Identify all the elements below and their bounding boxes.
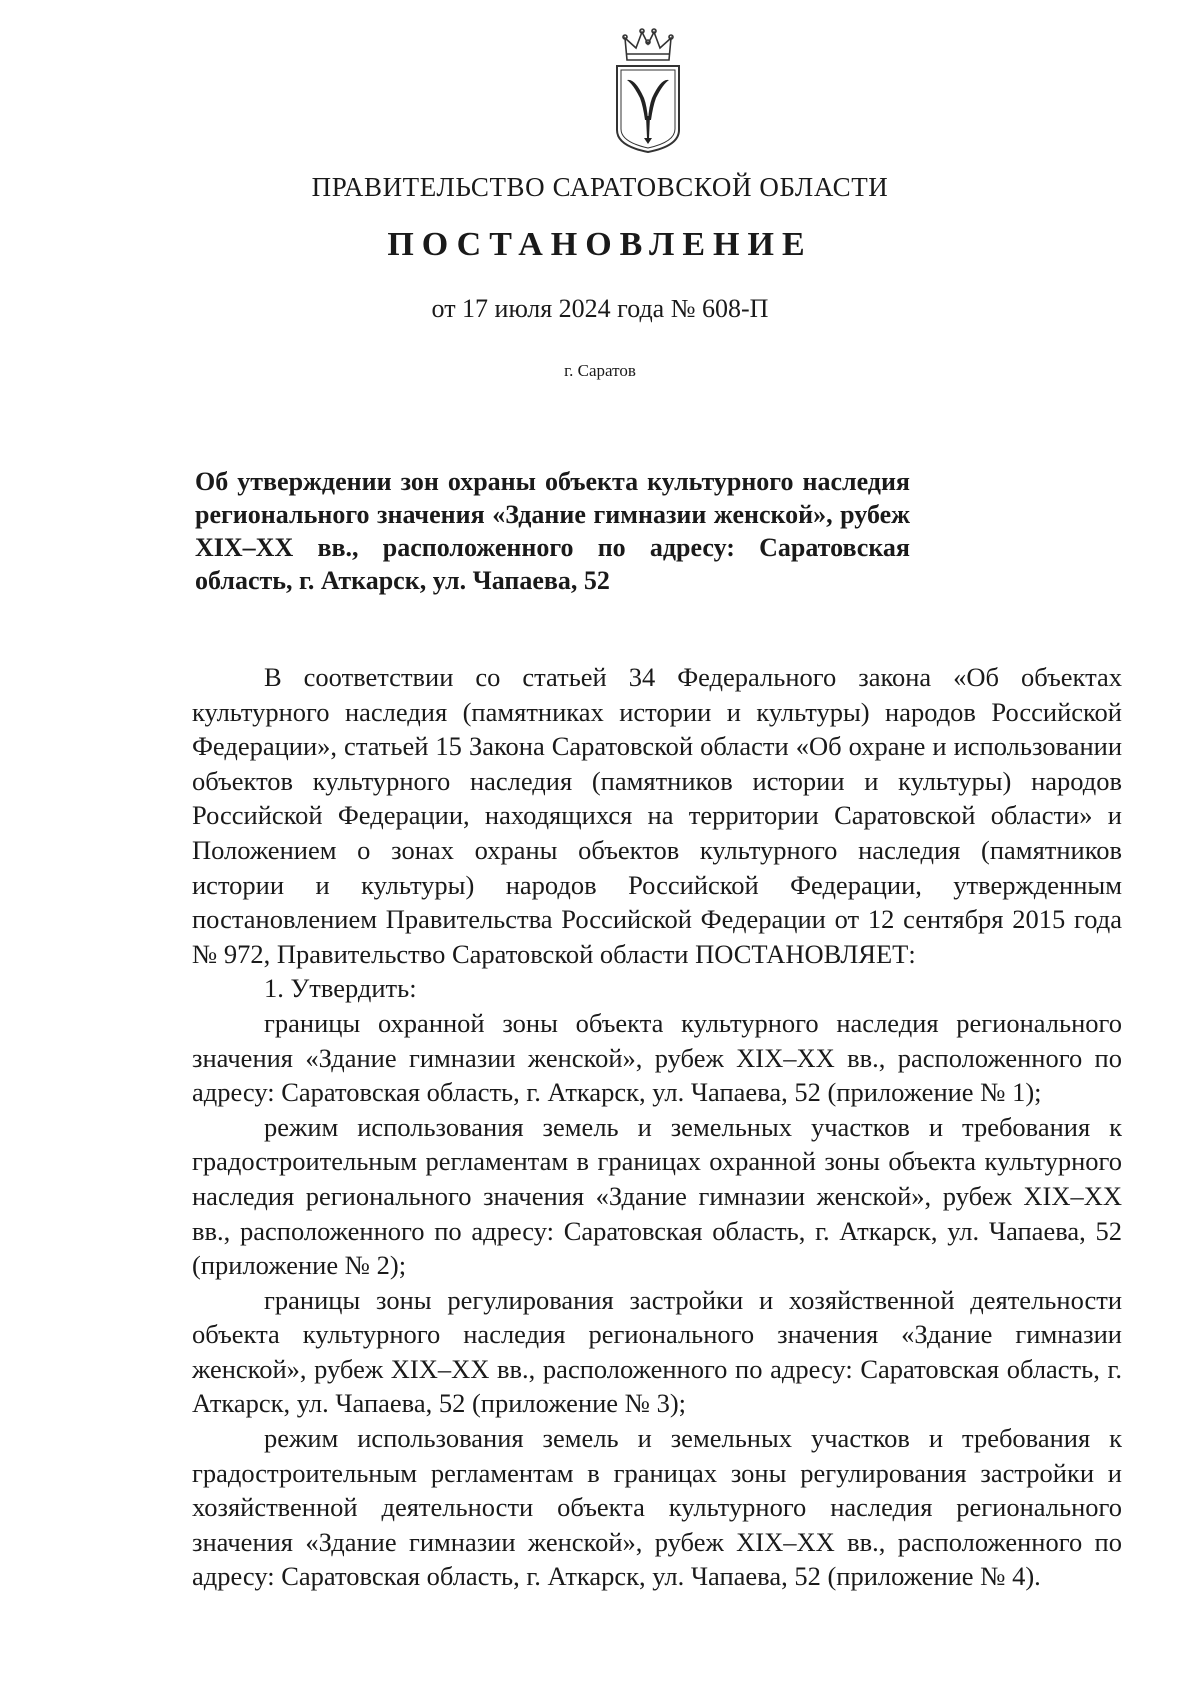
issue-city: г. Саратов <box>564 361 636 380</box>
government-name: ПРАВИТЕЛЬСТВО САРАТОВСКОЙ ОБЛАСТИ <box>311 172 889 202</box>
document-type-heading: ПОСТАНОВЛЕНИЕ <box>387 226 813 263</box>
list-item: режим использования земель и земельных участков и требования к градостроительным регламентам в границах зоны регулирования застройки и хозяйственной деятельности объекта культурного наследия регионального значения «Здание гимназии женской», рубеж XIX–XX вв., расположенного по адресу: Саратовская область, г. Аткарск, ул. Чапаева, 52 (приложение № 4). <box>192 1423 1122 1592</box>
decree-title: Об утверждении зон охраны объекта культурного наследия регионального значения «Здание гимназии женской», рубеж XIX–XX вв., расположенного по адресу: Саратовская область, г. Аткарск, ул. Чапаева, 52 <box>195 467 910 595</box>
saratov-coat-of-arms-icon <box>611 26 685 154</box>
list-item: 1. Утвердить: <box>264 973 417 1004</box>
list-item: границы зоны регулирования застройки и хозяйственной деятельности объекта культурного наследия регионального значения «Здание гимназии женской», рубеж XIX–XX вв., расположенного по адресу: Саратовская область, г. Аткарск, ул. Чапаева, 52 (приложение № 3); <box>192 1284 1122 1419</box>
decree-date-number: от 17 июля 2024 года № 608-П <box>431 294 769 323</box>
decree-body <box>192 660 1122 1594</box>
list-item: границы охранной зоны объекта культурного наследия регионального значения «Здание гимназии женской», рубеж XIX–XX вв., расположенного по адресу: Саратовская область, г. Аткарск, ул. Чапаева, 52 (приложение № 1); <box>192 1007 1122 1108</box>
preamble-paragraph: В соответствии со статьей 34 Федерального закона «Об объектах культурного наследия (памятниках истории и культуры) народов Российской Федерации», статьей 15 Закона Саратовской области «Об охране и использовании объектов культурного наследия (памятников истории и культуры) народов Российской Федерации, находящихся на территории Саратовской области» и Положением о зонах охраны объектов культурного наследия (памятников истории и культуры) народов Российской Федерации, утвержденным постановлением Правительства Российской Федерации от 12 сентября 2015 года № 972, Правительство Саратовской области ПОСТАНОВЛЯЕТ: <box>192 662 1122 969</box>
list-item: режим использования земель и земельных участков и требования к градостроительным регламентам в границах охранной зоны объекта культурного наследия регионального значения «Здание гимназии женской», рубеж XIX–XX вв., расположенного по адресу: Саратовская область, г. Аткарск, ул. Чапаева, 52 (приложение № 2); <box>192 1111 1122 1281</box>
